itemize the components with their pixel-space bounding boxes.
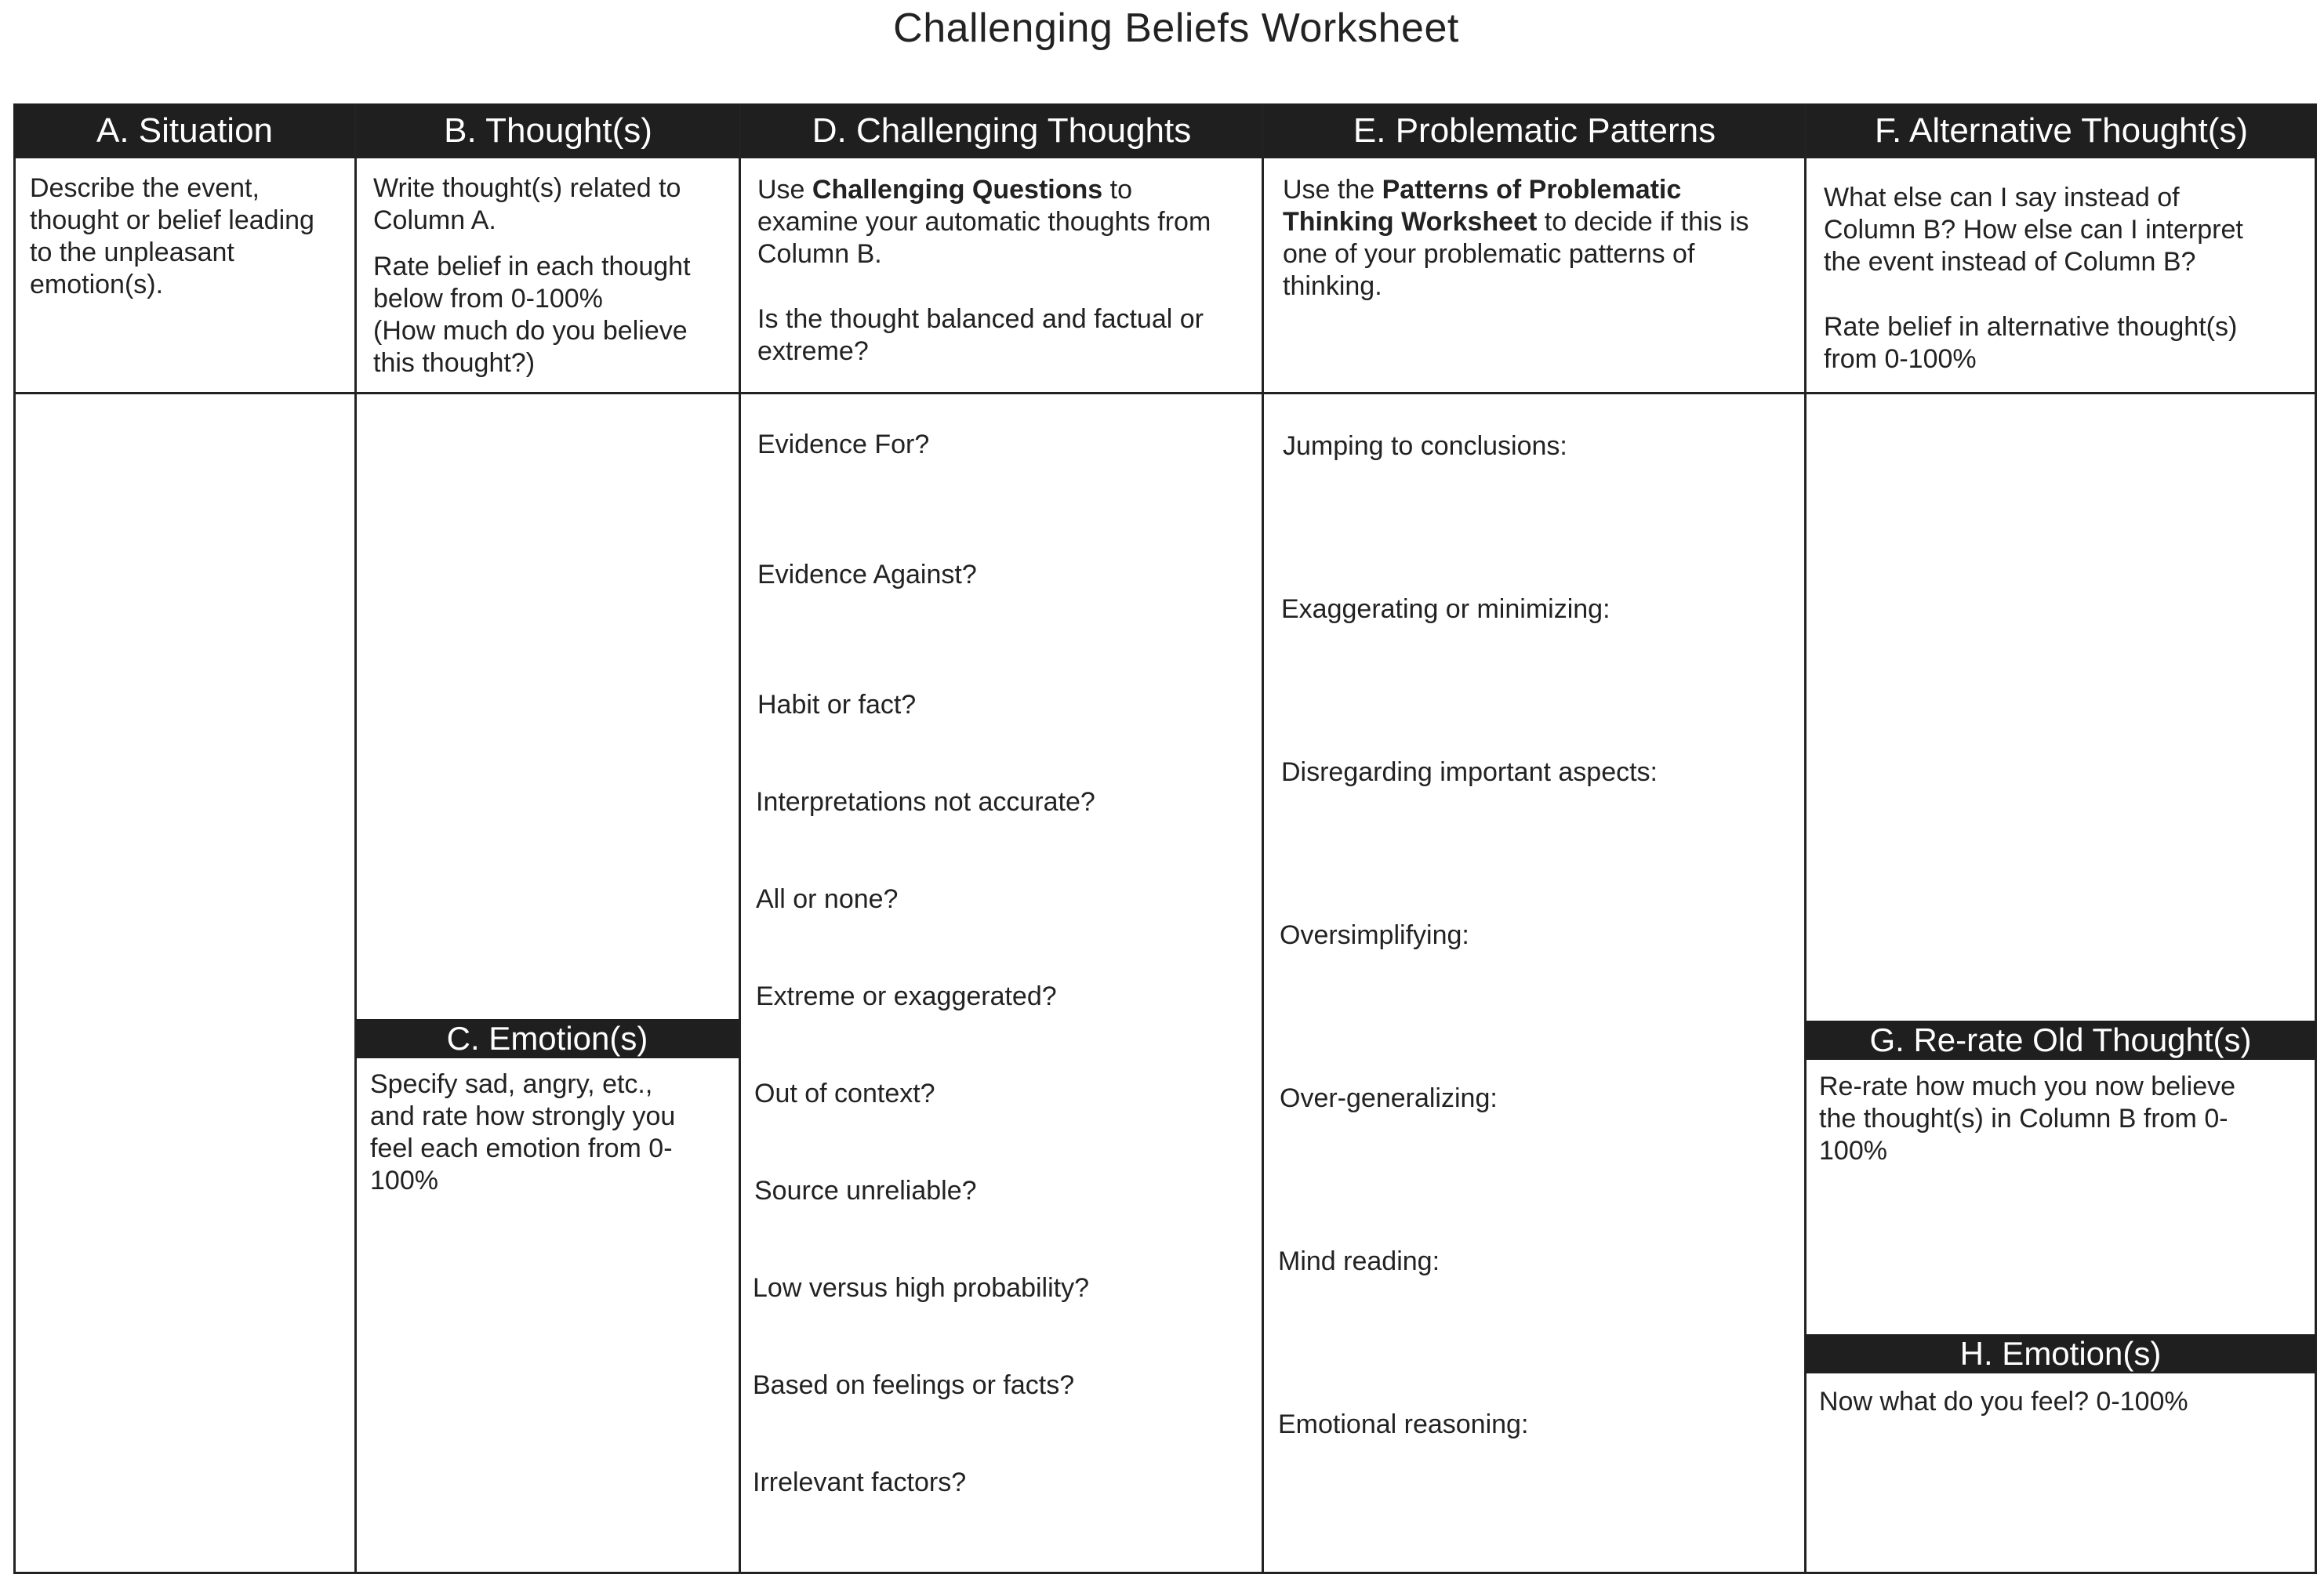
- instruction-line: Specify sad, angry, etc.,: [370, 1069, 653, 1099]
- instruction-line: Rate belief in each thought: [373, 252, 691, 281]
- challenging-instructions: [757, 174, 1259, 368]
- header-emotions: C. Emotion(s): [356, 1019, 739, 1058]
- column-divider: [1262, 103, 1264, 1574]
- alternative-instructions: [1824, 182, 2310, 375]
- instruction-line: Is the thought balanced and factual or: [757, 304, 1204, 334]
- instruction-line: Thinking Worksheet to decide if this is: [1283, 207, 1749, 237]
- instruction-line: thinking.: [1283, 271, 1382, 301]
- instruction-line: extreme?: [757, 336, 869, 366]
- header-situation: A. Situation: [13, 103, 356, 158]
- header-challenging-thoughts: D. Challenging Thoughts: [740, 103, 1263, 158]
- instruction-line: Column B.: [757, 239, 882, 269]
- pattern-prompt: Disregarding important aspects:: [1281, 757, 1658, 787]
- challenge-prompt: Evidence For?: [757, 430, 930, 459]
- pattern-prompt: Mind reading:: [1278, 1246, 1440, 1276]
- instruction-line: Column A.: [373, 205, 496, 235]
- instruction-line: emotion(s).: [30, 270, 164, 299]
- header-final-emotions: H. Emotion(s): [1806, 1334, 2315, 1373]
- challenge-prompt: Habit or fact?: [757, 690, 917, 720]
- pattern-prompt: Emotional reasoning:: [1278, 1409, 1529, 1439]
- instruction-line: the thought(s) in Column B from 0-: [1819, 1104, 2228, 1134]
- pattern-prompt: Jumping to conclusions:: [1283, 431, 1567, 461]
- challenge-prompt: Out of context?: [754, 1079, 935, 1108]
- instruction-line: Column B? How else can I interpret: [1824, 215, 2243, 245]
- instruction-line: the event instead of Column B?: [1824, 247, 2196, 277]
- pattern-prompt: Exaggerating or minimizing:: [1281, 594, 1610, 624]
- instruction-line: thought or belief leading: [30, 205, 314, 235]
- instruction-line: examine your automatic thoughts from: [757, 207, 1211, 237]
- situation-instructions: [30, 172, 343, 301]
- instruction-line: one of your problematic patterns of: [1283, 239, 1695, 269]
- rerate-instructions: [1819, 1071, 2305, 1167]
- instruction-line: Rate belief in alternative thought(s): [1824, 312, 2238, 342]
- instruction-line: Describe the event,: [30, 173, 260, 203]
- challenge-prompt: Interpretations not accurate?: [756, 787, 1095, 817]
- column-divider: [354, 103, 357, 1574]
- header-alternative-thoughts: F. Alternative Thought(s): [1806, 103, 2317, 158]
- patterns-instructions: [1283, 174, 1800, 303]
- instruction-line: (How much do you believe: [373, 316, 688, 346]
- instruction-line: Write thought(s) related to: [373, 173, 681, 203]
- instruction-line: feel each emotion from 0-: [370, 1134, 673, 1163]
- instruction-line: Re-rate how much you now believe: [1819, 1072, 2236, 1101]
- instruction-line: What else can I say instead of: [1824, 183, 2180, 212]
- column-divider: [739, 103, 741, 1574]
- final-emotions-instructions: [1819, 1386, 2305, 1418]
- instruction-line: 100%: [1819, 1136, 1887, 1166]
- challenge-prompt: Extreme or exaggerated?: [756, 981, 1057, 1011]
- instruction-line: Use Challenging Questions to: [757, 175, 1132, 205]
- thoughts-instructions: [373, 172, 726, 379]
- instruction-line: and rate how strongly you: [370, 1101, 676, 1131]
- instruction-line: from 0-100%: [1824, 344, 1977, 374]
- patterns-worksheet-ref: Patterns of Problematic: [1382, 175, 1682, 205]
- header-thoughts: B. Thought(s): [356, 103, 740, 158]
- pattern-prompt: Oversimplifying:: [1280, 920, 1469, 950]
- challenge-prompt: Evidence Against?: [757, 560, 977, 590]
- challenge-prompt: All or none?: [756, 884, 899, 914]
- header-rerate-thoughts: G. Re-rate Old Thought(s): [1806, 1021, 2315, 1060]
- instruction-line: to the unpleasant: [30, 238, 234, 267]
- instruction-line: Now what do you feel? 0-100%: [1819, 1387, 2188, 1417]
- pattern-prompt: Over-generalizing:: [1280, 1083, 1498, 1113]
- instruction-row-divider: [13, 392, 2317, 394]
- instruction-line: Use the Patterns of Problematic: [1283, 175, 1682, 205]
- challenge-prompt: Low versus high probability?: [753, 1273, 1090, 1303]
- instruction-line: below from 0-100%: [373, 284, 603, 314]
- worksheet-title: Challenging Beliefs Worksheet: [893, 5, 1459, 51]
- challenge-prompt: Irrelevant factors?: [753, 1467, 967, 1497]
- challenge-prompt: Source unreliable?: [754, 1176, 977, 1206]
- emotions-instructions: [370, 1068, 731, 1197]
- instruction-line: this thought?): [373, 348, 536, 378]
- challenge-prompt: Based on feelings or facts?: [753, 1370, 1075, 1400]
- instruction-line: 100%: [370, 1166, 438, 1195]
- challenging-questions-ref: Challenging Questions: [812, 175, 1103, 205]
- header-problematic-patterns: E. Problematic Patterns: [1263, 103, 1806, 158]
